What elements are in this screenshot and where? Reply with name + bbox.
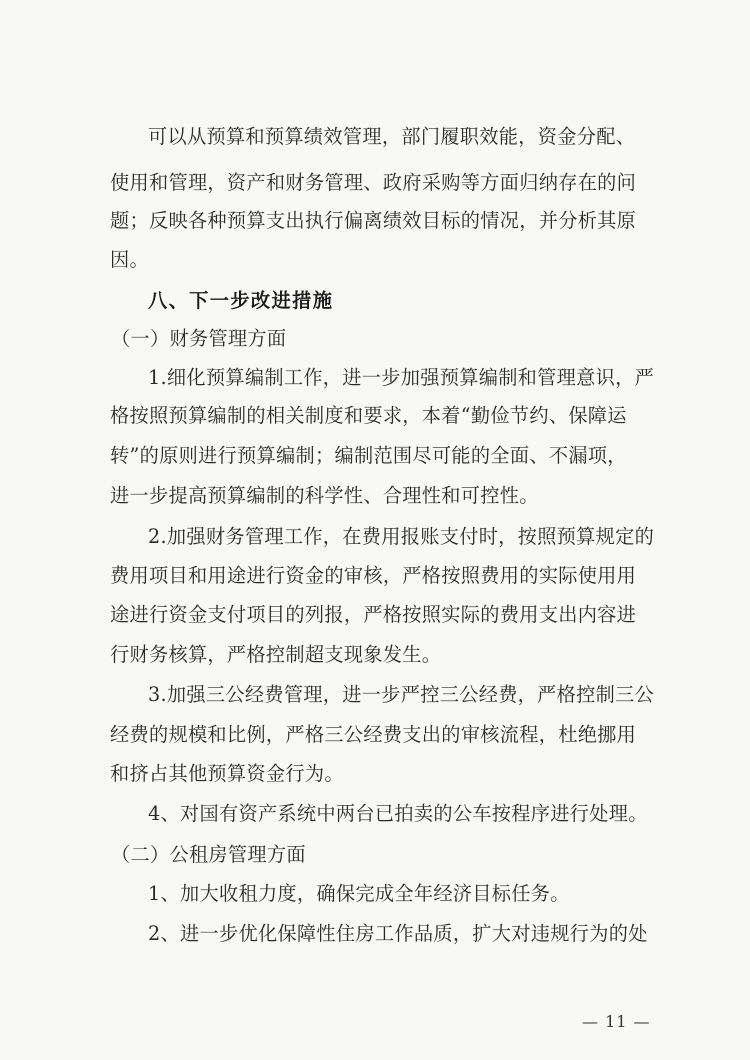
paragraph-line: 途进行资金支付项目的列报，严格按照实际的费用支出内容进 xyxy=(110,603,637,626)
paragraph-line: 2.加强财务管理工作，在费用报账支付时，按照预算规定的 xyxy=(148,525,655,548)
paragraph-line: 1、加大收租力度，确保完成全年经济目标任务。 xyxy=(148,882,570,905)
paragraph-line: 进一步提高预算编制的科学性、合理性和可控性。 xyxy=(110,484,539,507)
paragraph-line: 费用项目和用途进行资金的审核，严格按照费用的实际使用用 xyxy=(110,564,637,587)
paragraph-line: 转”的原则进行预算编制；编制范围尽可能的全面、不漏项， xyxy=(110,444,627,467)
paragraph-line: 2、进一步优化保障性住房工作品质，扩大对违规行为的处 xyxy=(148,922,648,945)
paragraph-line: 1.细化预算编制工作，进一步加强预算编制和管理意识，严 xyxy=(148,366,655,389)
subsection-heading: （二）公租房管理方面 xyxy=(111,843,306,866)
paragraph-line: 因。 xyxy=(110,248,149,271)
paragraph-line: 可以从预算和预算绩效管理，部门履职效能，资金分配、 xyxy=(148,125,636,148)
paragraph-line: 使用和管理，资产和财务管理、政府采购等方面归纳存在的问 xyxy=(110,171,637,194)
page-number: — 11 — xyxy=(582,1012,651,1031)
paragraph-line: 格按照预算编制的相关制度和要求，本着“勤俭节约、保障运 xyxy=(110,404,627,427)
paragraph-line: 题；反映各种预算支出执行偏离绩效目标的情况，并分析其原 xyxy=(110,209,637,232)
paragraph-line: 3.加强三公经费管理，进一步严控三公经费，严格控制三公 xyxy=(148,683,655,706)
paragraph-line: 和挤占其他预算资金行为。 xyxy=(110,762,344,785)
section-heading: 八、下一步改进措施 xyxy=(148,289,334,312)
paragraph-line: 4、对国有资产系统中两台已拍卖的公车按程序进行处理。 xyxy=(148,802,648,825)
paragraph-line: 行财务核算，严格控制超支现象发生。 xyxy=(110,643,442,666)
paragraph-line: 经费的规模和比例，严格三公经费支出的审核流程，杜绝挪用 xyxy=(110,723,637,746)
subsection-heading: （一）财务管理方面 xyxy=(111,327,287,350)
